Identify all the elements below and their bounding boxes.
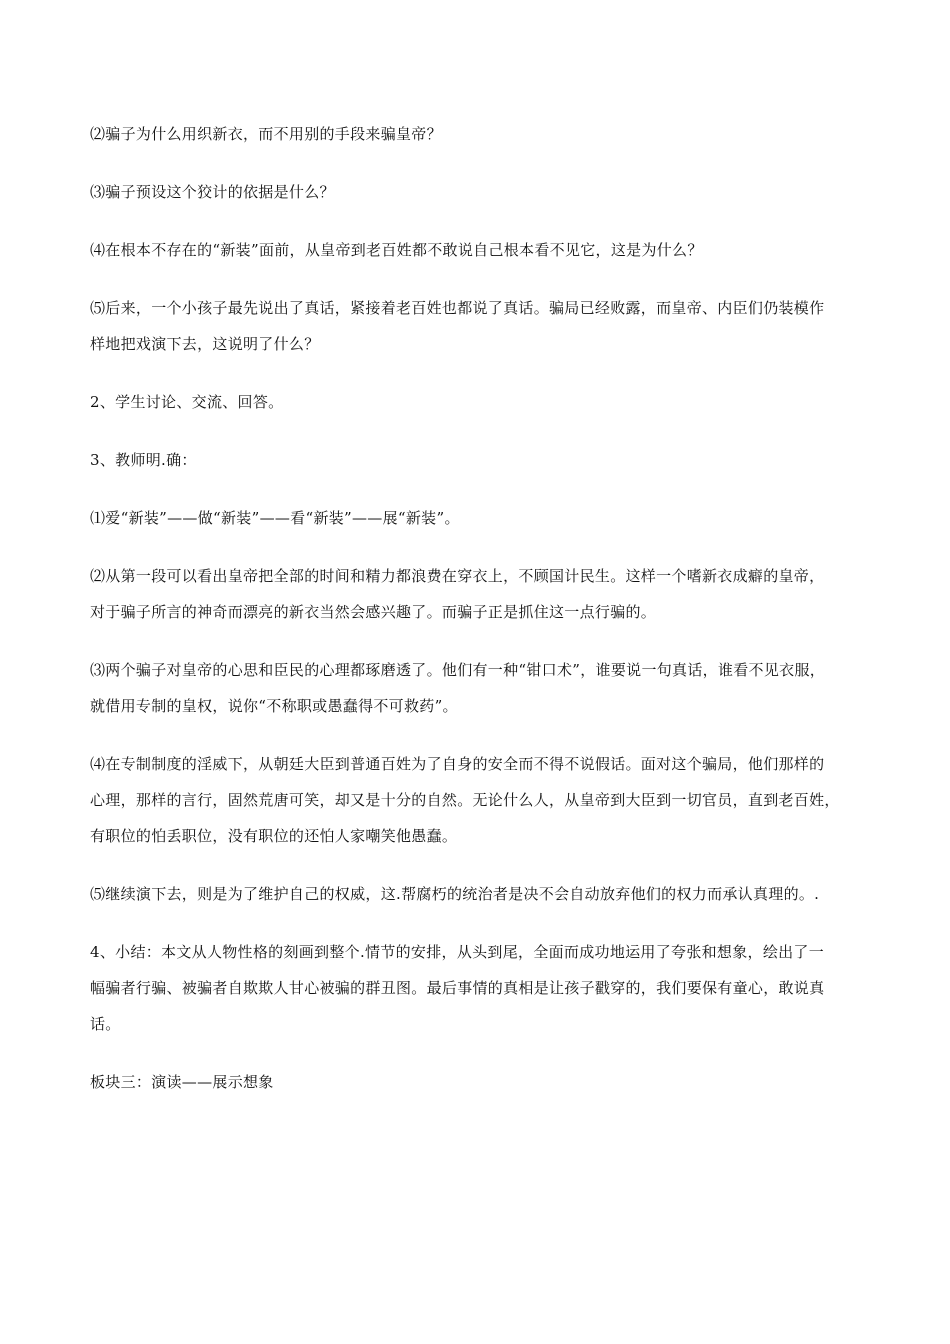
answer-3 — [90, 660, 865, 716]
text-line: 幅骗者行骗、被骗者自欺欺人甘心被骗的群丑图。最后事情的真相是让孩子戳穿的，我们要保有童心，敢说真 — [90, 979, 825, 997]
text-line: ⑷在专制制度的淫威下，从朝廷大臣到普通百姓为了自身的安全而不得不说假话。面对这个骗局，他们那样的 — [90, 755, 825, 773]
text-line: ⑴爱“新装”——做“新装”——看“新装”——展“新装”。 — [90, 509, 460, 527]
text-line: ⑵骗子为什么用织新衣，而不用别的手段来骗皇帝？ — [90, 125, 442, 143]
text-line: ⑷在根本不存在的“新装”面前，从皇帝到老百姓都不敢说自己根本看不见它，这是为什么？ — [90, 241, 703, 259]
text-line: ⑵从第一段可以看出皇帝把全部的时间和精力都浪费在穿衣上，不顾国计民生。这样一个嗜新衣成癖的皇帝， — [90, 567, 825, 585]
text-line: 4、小结：本文从人物性格的刻画到整个.情节的安排，从头到尾，全面而成功地运用了夸张和想象，绘出了一 — [90, 943, 825, 961]
step-2 — [90, 392, 865, 412]
answer-4 — [90, 754, 865, 846]
question-2 — [90, 124, 865, 144]
section-heading — [90, 1072, 865, 1092]
answer-5 — [90, 884, 865, 904]
text-line: ⑶两个骗子对皇帝的心思和臣民的心理都琢磨透了。他们有一种“钳口术”，谁要说一句真话，谁看不见衣服， — [90, 661, 826, 679]
text-line: 话。 — [90, 1015, 121, 1033]
step-3-heading — [90, 450, 865, 470]
text-line: ⑸后来，一个小孩子最先说出了真话，紧接着老百姓也都说了真话。骗局已经败露，而皇帝、内臣们仍装模作 — [90, 299, 825, 317]
answer-2 — [90, 566, 865, 622]
question-3 — [90, 182, 865, 202]
answer-1 — [90, 508, 865, 528]
text-line: ⑸继续演下去，则是为了维护自己的权威，这.帮腐朽的统治者是决不会自动放弃他们的权力而承认真理的。. — [90, 885, 820, 903]
text-line: 3、教师明.确： — [90, 451, 197, 469]
text-line: 2、学生讨论、交流、回答。 — [90, 393, 284, 411]
text-line: 板块三：演读——展示想象 — [90, 1073, 274, 1091]
question-5 — [90, 298, 865, 354]
text-line: 对于骗子所言的神奇而漂亮的新衣当然会感兴趣了。而骗子正是抓住这一点行骗的。 — [90, 603, 657, 621]
text-line: 心理，那样的言行，固然荒唐可笑，却又是十分的自然。无论什么人，从皇帝到大臣到一切官员，直到老百姓， — [90, 791, 840, 809]
question-4 — [90, 240, 865, 260]
text-line: 就借用专制的皇权，说你“不称职或愚蠢得不可救药”。 — [90, 697, 458, 715]
text-line: ⑶骗子预设这个狡计的依据是什么？ — [90, 183, 335, 201]
document-body — [90, 124, 865, 1092]
summary — [90, 942, 865, 1034]
text-line: 样地把戏演下去，这说明了什么？ — [90, 335, 320, 353]
text-line: 有职位的怕丢职位，没有职位的还怕人家嘲笑他愚蠢。 — [90, 827, 458, 845]
